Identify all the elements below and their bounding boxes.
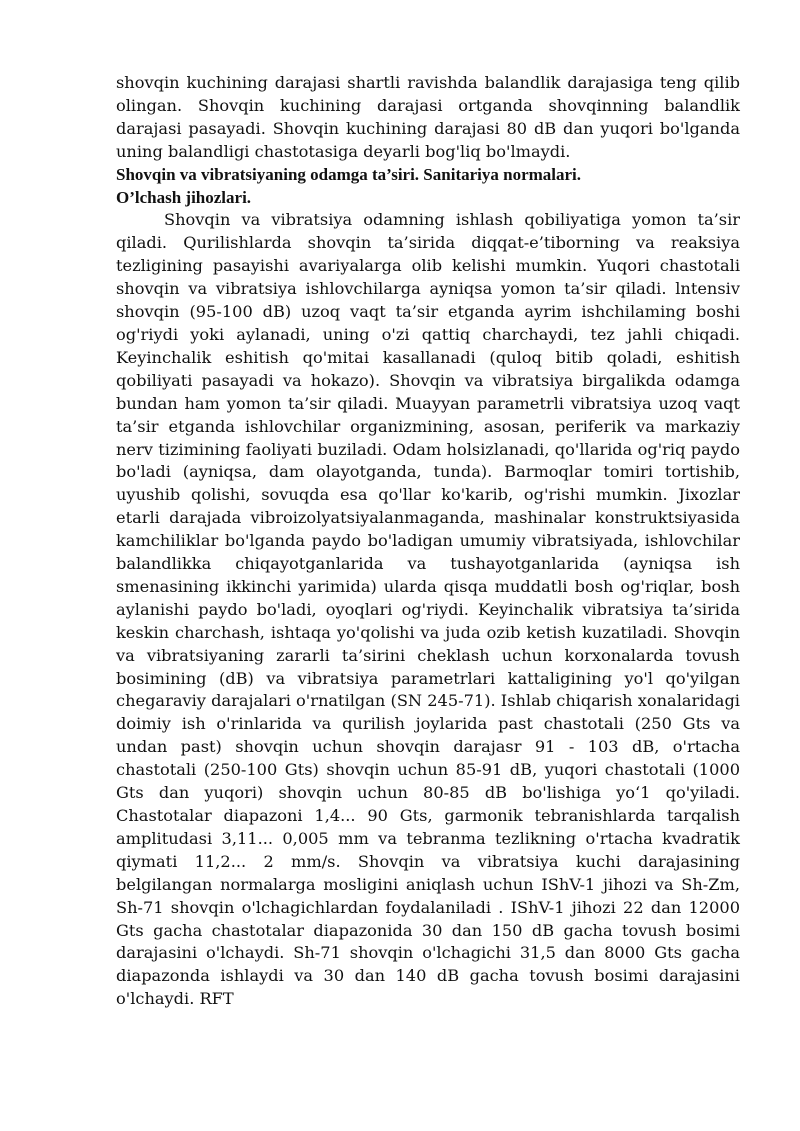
- section-heading-line-1: Shovqin va vibratsiyaning odamga ta’siri. Sanitariya normalari.: [116, 164, 582, 184]
- body-paragraph: Shovqin va vibratsiya odamning ishlash qobiliyatiga yomon ta’sir qiladi. Qurilishlarda shovqin ta’sirida diqqat-e’tiborning va reaksiya tezligining pasayishi avariyalarga olib kelishi mumkin. Yuqori chastotali shovqin va vibratsiya ishlovchilarga ayniqsa yomon ta’sir qiladi. lntensiv shovqin (95-100 dB) uzoq vaqt ta’sir etganda ayrim ishchilaming boshi og'riydi yoki aylanadi, uning o'zi qattiq charchaydi, tez jahli chiqadi. Keyinchalik eshitish qo'mitai kasallanadi (quloq bitib qoladi, eshitish qobiliyati pasayadi va hokazo). Shovqin va vibratsiya birgalikda odamga bundan ham yomon ta’sir qiladi. Muayyan parametrli vibratsiya uzoq vaqt ta’sir etganda ishlovchilar organizmining, asosan, periferik va markaziy nerv tizimining faoliyati buziladi. Odam holsizlanadi, qo'llarida og'riq paydo bo'ladi (ayniqsa, dam olayotganda, tunda). Barmoqlar tomiri tortishib, uyushib qolishi, sovuqda esa qo'llar ko'karib, og'rishi mumkin. Jixozlar etarli darajada vibroizolyatsiyalanmaganda, mashinalar konstruktsiyasida kamchiliklar bo'lganda paydo bo'ladigan umumiy vibratsiyada, ishlovchilar balandlikka chiqayotganlarida va tushayotganlarida (ayniqsa ish smenasining ikkinchi yarimida) ularda qisqa muddatli bosh og'riqlar, bosh aylanishi paydo bo'ladi, oyoqlari og'riydi. Keyinchalik vibratsiya ta’sirida keskin charchash, ishtaqa yo'qolishi va juda ozib ketish kuzatiladi. Shovqin va vibratsiyaning zararli ta’sirini cheklash uchun korxonalarda tovush bosimining (dB) va vibratsiya parametrlari kattaligining yo'l qo'yilgan chegaraviy darajalari o'rnatilgan (SN 245-71). Ishlab chiqarish xonalaridagi doimiy ish o'rinlarida va qurilish joylarida past chastotali (250 Gts va undan past) shovqin uchun shovqin darajasr 91 - 103 dB, o'rtacha chastotali (250-100 Gts) shovqin uchun 85-91 dB, yuqori chastotali (1000 Gts dan yuqori) shovqin uchun 80-85 dB bo'lishiga yo‘1 qo'yiladi. Chastotalar diapazoni 1,4... 90 Gts, garmonik tebranishlarda tarqalish amplitudasi 3,11... 0,005 mm va tebranma tezlikning o'rtacha kvadratik qiymati 11,2... 2 mm/s. Shovqin va vibratsiya kuchi darajasining belgilangan normalarga mosligini aniqlash uchun IShV-1 jihozi va Sh-Zm, Sh-71 shovqin o'lchagichlardan foydalaniladi . IShV-1 jihozi 22 dan 12000 Gts gacha chastotalar diapazonida 30 dan 150 dB gacha tovush bosimi darajasini o'lchaydi. Sh-71 shovqin o'lchagichi 31,5 dan 8000 Gts gacha diapazonda ishlaydi va 30 dan 140 dB gacha tovush bosimi darajasini o'lchaydi. RFT: [116, 210, 740, 1009]
- intro-paragraph: shovqin kuchining darajasi shartli ravishda balandlik darajasiga teng qilib olingan. Shovqin kuchining darajasi ortganda shovqinning balandlik darajasi pasayadi. Shovqin kuchining darajasi 80 dB dan yuqori bo'lganda uning balandligi chastotasiga deyarli bog'liq bo'lmaydi.: [116, 73, 740, 161]
- document-page: [116, 72, 740, 1011]
- section-heading-line-2: O’lchash jihozlari.: [116, 187, 252, 207]
